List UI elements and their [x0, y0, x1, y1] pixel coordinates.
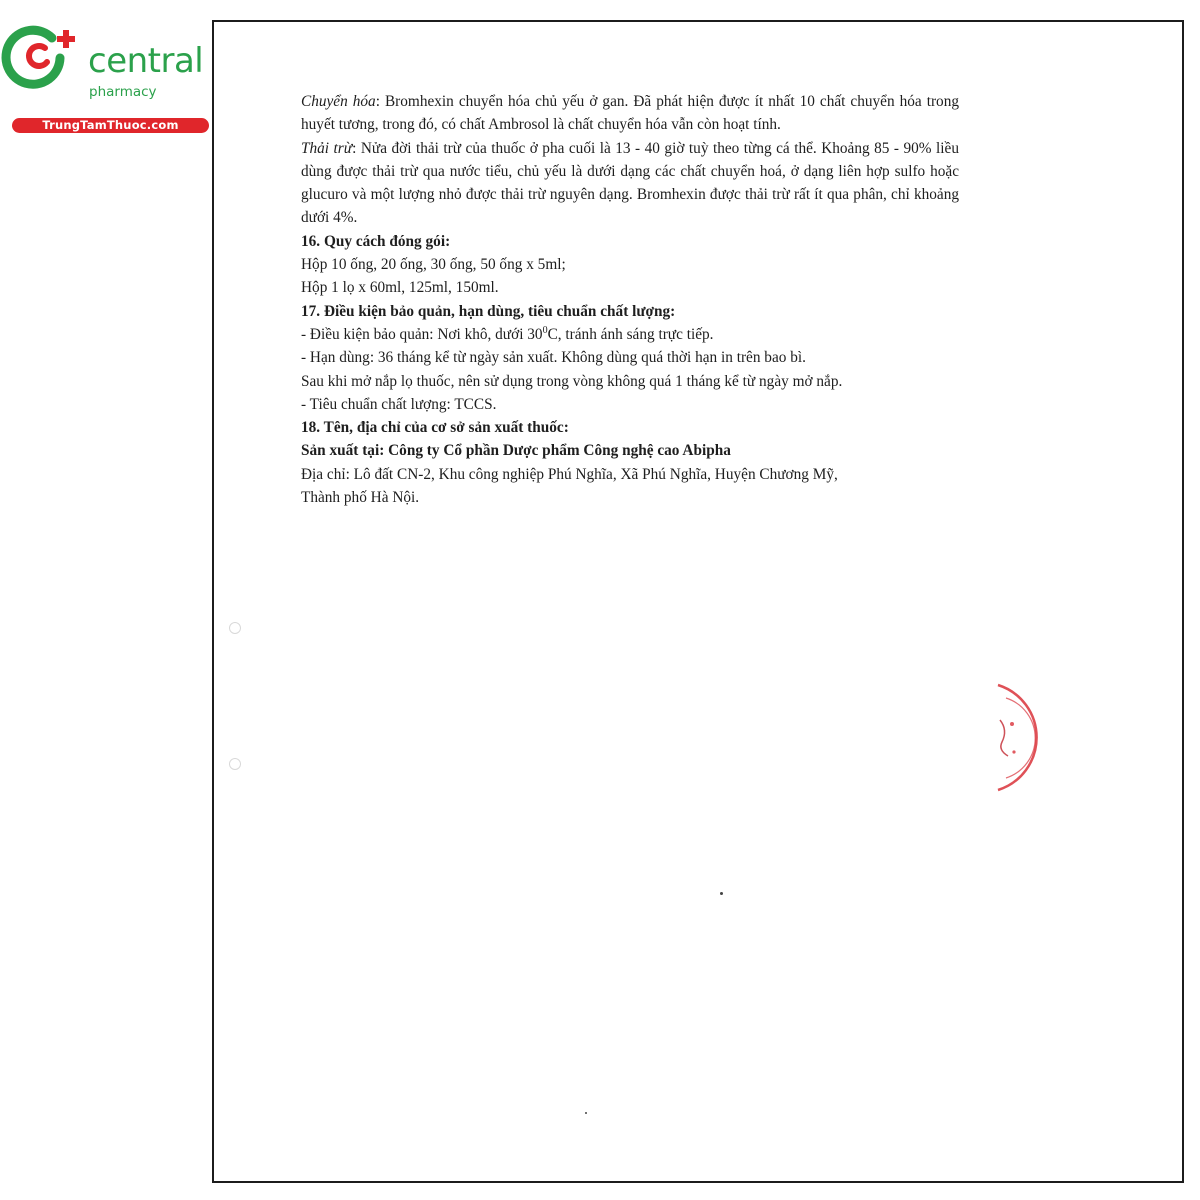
storage-degree-superscript: 0 — [542, 324, 548, 336]
metabolism-text: : Bromhexin chuyển hóa chủ yếu ở gan. Đã phát hiện được ít nhất 10 chất chuyển hóa trong huyết tương, trong đó, có chất Ambrosol là chất chuyển hóa vẫn còn hoạt tính. — [301, 93, 959, 134]
address-line: Địa chỉ: Lô đất CN-2, Khu công nghiệp Phú Nghĩa, Xã Phú Nghĩa, Huyện Chương Mỹ, — [301, 465, 838, 483]
brand-logo[interactable] — [0, 0, 220, 140]
scan-speck — [585, 1112, 587, 1114]
punch-hole-mark — [229, 758, 241, 770]
address-line: Thành phố Hà Nội. — [301, 489, 420, 507]
section-18-heading: 18. Tên, địa chỉ của cơ sở sản xuất thuốc: — [301, 419, 569, 437]
packaging-line: Hộp 10 ống, 20 ống, 30 ống, 50 ống x 5ml; — [301, 256, 566, 274]
storage-text-after: C, tránh ánh sáng trực tiếp. — [547, 325, 714, 343]
storage-text-before: - Điều kiện bảo quản: Nơi khô, dưới 30 — [301, 325, 543, 343]
metabolism-label: Chuyển hóa — [301, 93, 376, 110]
red-stamp-icon — [990, 680, 1040, 795]
elimination-label: Thải trừ — [301, 139, 353, 157]
metabolism-paragraph — [301, 90, 959, 137]
shelf-life: - Hạn dùng: 36 tháng kể từ ngày sản xuất. Không dùng quá thời hạn in trên bao bì. — [301, 349, 806, 367]
manufacturer-line: Sản xuất tại: Công ty Cổ phần Dược phẩm Công nghệ cao Abipha — [301, 442, 731, 460]
scan-speck — [720, 892, 723, 895]
elimination-paragraph — [301, 137, 959, 230]
document-content — [301, 90, 959, 509]
quality-standard: - Tiêu chuẩn chất lượng: TCCS. — [301, 395, 497, 413]
brand-subtitle: pharmacy — [89, 84, 157, 100]
brand-name: central — [88, 41, 204, 81]
storage-conditions — [301, 323, 959, 346]
punch-hole-mark — [229, 622, 241, 634]
elimination-text: : Nửa đời thải trừ của thuốc ở pha cuối là 13 - 40 giờ tuỳ theo từng cá thể. Khoảng 85 - 90% liều dùng được thải trừ qua nước tiểu, chủ yếu là dưới dạng các chất chuyển hoá, ở dạng liên hợp sulfo hoặc glucuro và một lượng nhỏ được thải trừ nguyên dạng. Bromhexin được thải trừ rất ít qua phân, chỉ khoảng dưới 4%. — [301, 139, 959, 227]
packaging-line: Hộp 1 lọ x 60ml, 125ml, 150ml. — [301, 279, 499, 297]
after-opening-note: Sau khi mở nắp lọ thuốc, nên sử dụng trong vòng không quá 1 tháng kể từ ngày mở nắp. — [301, 372, 843, 390]
section-17-heading: 17. Điều kiện bảo quản, hạn dùng, tiêu chuẩn chất lượng: — [301, 302, 676, 320]
section-16-heading: 16. Quy cách đóng gói: — [301, 232, 451, 250]
brand-website-badge[interactable]: TrungTamThuoc.com — [12, 118, 209, 133]
central-pharmacy-logo-icon — [0, 0, 90, 115]
